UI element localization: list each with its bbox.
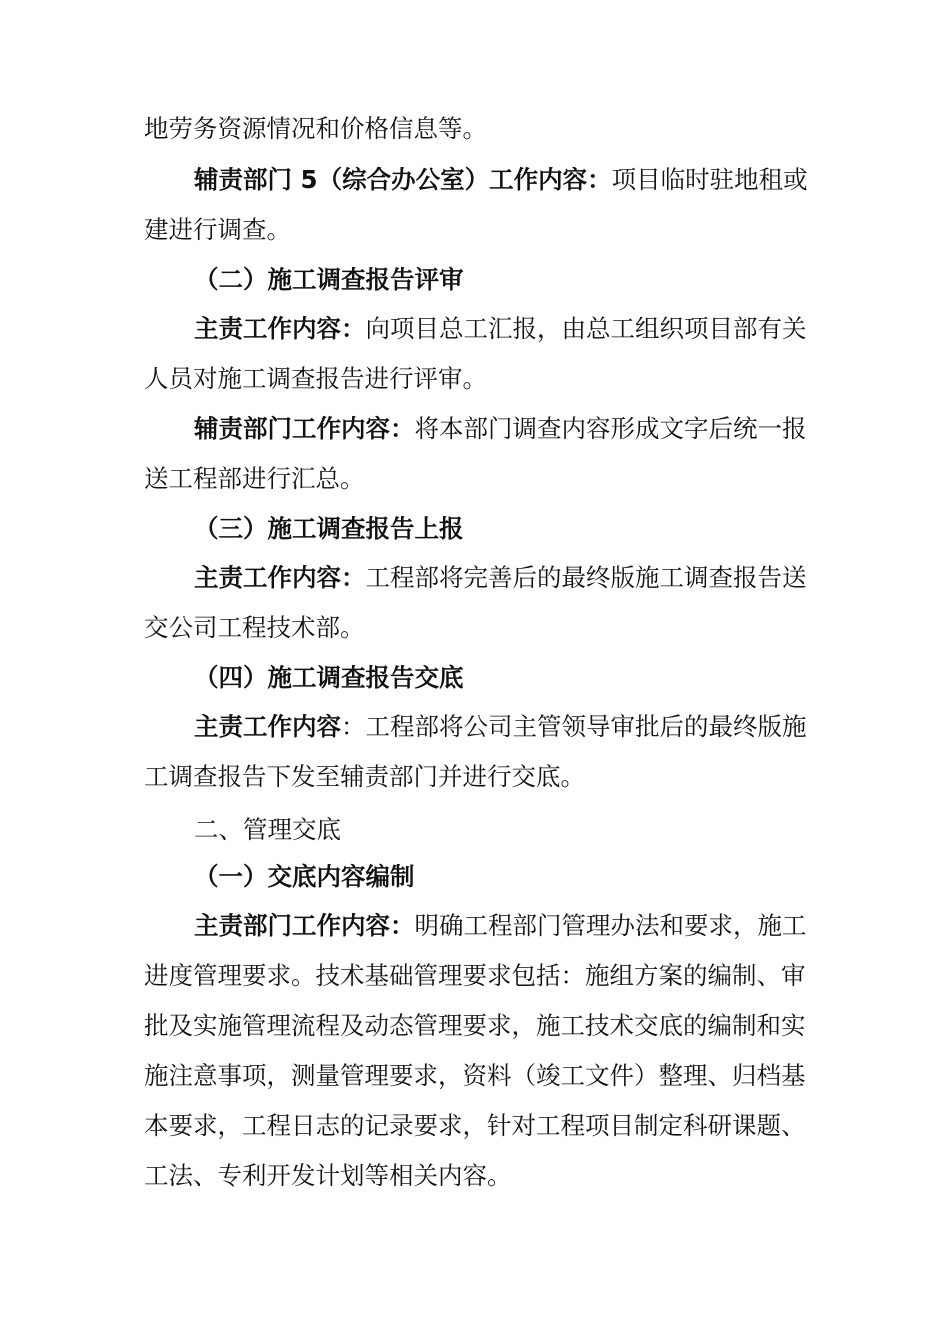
paragraph-label: 主责工作内容：	[194, 314, 366, 343]
section-management-briefing: 二、管理交底	[194, 815, 341, 844]
paragraph-text: 工程部将完善后的最终版施工调查报告送交公司工程技术部。	[144, 563, 807, 642]
paragraph-continuation	[144, 104, 808, 154]
paragraph-label: 主责部门工作内容：	[194, 911, 415, 940]
paragraph-main-submit	[144, 553, 808, 653]
paragraph-label: 辅责部门工作内容：	[194, 414, 415, 443]
paragraph-label: 主责工作内容	[194, 712, 341, 741]
paragraph-text: 项目临时驻地租或建进行调查。	[144, 165, 808, 244]
paragraph-main-briefing	[144, 702, 808, 802]
heading-report-review: （二）施工调查报告评审	[194, 265, 464, 294]
paragraph-label: 辅责部门 5（综合办公室）工作内容：	[194, 165, 612, 194]
heading-report-submit: （三）施工调查报告上报	[194, 514, 464, 543]
paragraph-aux-review	[144, 404, 808, 504]
paragraph-label: 主责工作内容：	[194, 563, 366, 592]
paragraph-text: 明确工程部门管理办法和要求，施工进度管理要求。技术基础管理要求包括：施组方案的编制、审批及实施管理流程及动态管理要求，施工技术交底的编制和实施注意事项，测量管理要求，资料（竣工文件）整理、归档基本要求，工程日志的记录要求，针对工程项目制定科研课题、工法、专利开发计划等相关内容。	[144, 911, 807, 1190]
paragraph-text: 向项目总工汇报，由总工组织项目部有关人员对施工调查报告进行评审。	[144, 314, 807, 393]
paragraph-text: ：工程部将公司主管领导审批后的最终版施工调查报告下发至辅责部门并进行交底。	[144, 712, 807, 791]
paragraph-text: 将本部门调查内容形成文字后统一报送工程部进行汇总。	[144, 414, 807, 493]
heading-report-briefing: （四）施工调查报告交底	[194, 663, 464, 692]
paragraph-aux-dept-5	[144, 155, 808, 255]
paragraph-main-review	[144, 304, 808, 404]
heading-briefing-content: （一）交底内容编制	[194, 862, 415, 891]
paragraph-text: 地劳务资源情况和价格信息等。	[144, 114, 487, 143]
paragraph-main-dept-content	[144, 901, 808, 1201]
